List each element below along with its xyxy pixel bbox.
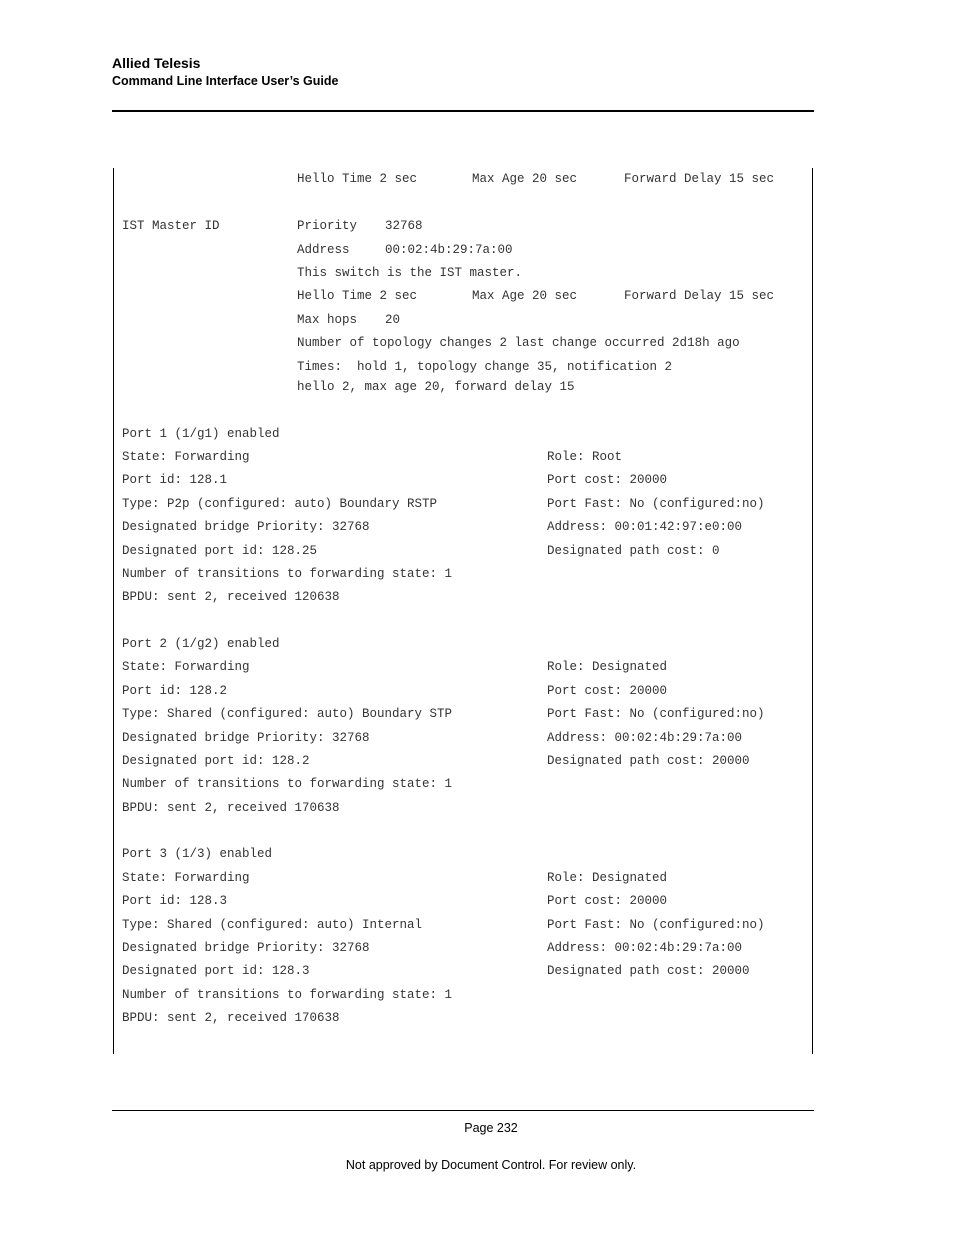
- port-designated-port: Designated port id: 128.25: [122, 544, 318, 558]
- cist-max-age: Max Age 20 sec: [472, 172, 578, 186]
- port-type: Type: Shared (configured: auto) Internal: [122, 918, 423, 932]
- port-transitions: Number of transitions to forwarding state: 1: [122, 777, 453, 791]
- port-id: Port id: 128.2: [122, 684, 228, 698]
- port-fast: Port Fast: No (configured:no): [547, 918, 765, 932]
- ist-hello-time: Hello Time 2 sec: [297, 289, 418, 303]
- ist-max-hops-value: 20: [385, 313, 401, 327]
- port-fast: Port Fast: No (configured:no): [547, 707, 765, 721]
- document-company: Allied Telesis: [112, 55, 201, 71]
- port-cost: Port cost: 20000: [547, 894, 668, 908]
- ist-priority-value: 32768: [385, 219, 423, 233]
- port-role: Role: Designated: [547, 660, 668, 674]
- ist-times-line: hello 2, max age 20, forward delay 15: [297, 380, 575, 394]
- port-transitions: Number of transitions to forwarding state: 1: [122, 567, 453, 581]
- port-bpdu: BPDU: sent 2, received 170638: [122, 801, 340, 815]
- port-designated-port: Designated port id: 128.3: [122, 964, 310, 978]
- port-id: Port id: 128.1: [122, 473, 228, 487]
- port-state: State: Forwarding: [122, 450, 250, 464]
- port-bpdu: BPDU: sent 2, received 120638: [122, 590, 340, 604]
- ist-priority-label: Priority: [297, 219, 358, 233]
- ist-address-label: Address: [297, 243, 350, 257]
- port-type: Type: Shared (configured: auto) Boundary STP: [122, 707, 453, 721]
- port-transitions: Number of transitions to forwarding state: 1: [122, 988, 453, 1002]
- cist-hello-time: Hello Time 2 sec: [297, 172, 418, 186]
- port-designated-port: Designated port id: 128.2: [122, 754, 310, 768]
- ist-forward-delay: Forward Delay 15 sec: [624, 289, 775, 303]
- port-header: Port 1 (1/g1) enabled: [122, 427, 280, 441]
- cist-forward-delay: Forward Delay 15 sec: [624, 172, 775, 186]
- footer-rule: [112, 1110, 814, 1111]
- port-type: Type: P2p (configured: auto) Boundary RSTP: [122, 497, 438, 511]
- ist-max-age: Max Age 20 sec: [472, 289, 578, 303]
- port-header: Port 3 (1/3) enabled: [122, 847, 273, 861]
- port-state: State: Forwarding: [122, 871, 250, 885]
- port-designated-bridge: Designated bridge Priority: 32768: [122, 520, 370, 534]
- code-box-left-border: [113, 168, 114, 1054]
- ist-topology-changes: Number of topology changes 2 last change occurred 2d18h ago: [297, 336, 740, 350]
- port-cost: Port cost: 20000: [547, 473, 668, 487]
- header-rule: [112, 110, 814, 112]
- page-number: Page 232: [464, 1121, 518, 1135]
- document-title: Command Line Interface User’s Guide: [112, 74, 339, 88]
- ist-times-line: Times: hold 1, topology change 35, notification 2: [297, 360, 673, 374]
- port-address: Address: 00:01:42:97:e0:00: [547, 520, 743, 534]
- port-designated-path-cost: Designated path cost: 20000: [547, 754, 750, 768]
- port-address: Address: 00:02:4b:29:7a:00: [547, 941, 743, 955]
- ist-address-value: 00:02:4b:29:7a:00: [385, 243, 513, 257]
- ist-master-note: This switch is the IST master.: [297, 266, 523, 280]
- port-bpdu: BPDU: sent 2, received 170638: [122, 1011, 340, 1025]
- port-role: Role: Root: [547, 450, 623, 464]
- ist-max-hops-label: Max hops: [297, 313, 358, 327]
- review-note: Not approved by Document Control. For review only.: [345, 1158, 637, 1172]
- port-designated-bridge: Designated bridge Priority: 32768: [122, 941, 370, 955]
- port-state: State: Forwarding: [122, 660, 250, 674]
- port-header: Port 2 (1/g2) enabled: [122, 637, 280, 651]
- code-box-right-border: [812, 168, 813, 1054]
- port-cost: Port cost: 20000: [547, 684, 668, 698]
- port-fast: Port Fast: No (configured:no): [547, 497, 765, 511]
- port-id: Port id: 128.3: [122, 894, 228, 908]
- port-address: Address: 00:02:4b:29:7a:00: [547, 731, 743, 745]
- port-designated-bridge: Designated bridge Priority: 32768: [122, 731, 370, 745]
- port-designated-path-cost: Designated path cost: 0: [547, 544, 720, 558]
- port-role: Role: Designated: [547, 871, 668, 885]
- ist-master-label: IST Master ID: [122, 219, 220, 233]
- port-designated-path-cost: Designated path cost: 20000: [547, 964, 750, 978]
